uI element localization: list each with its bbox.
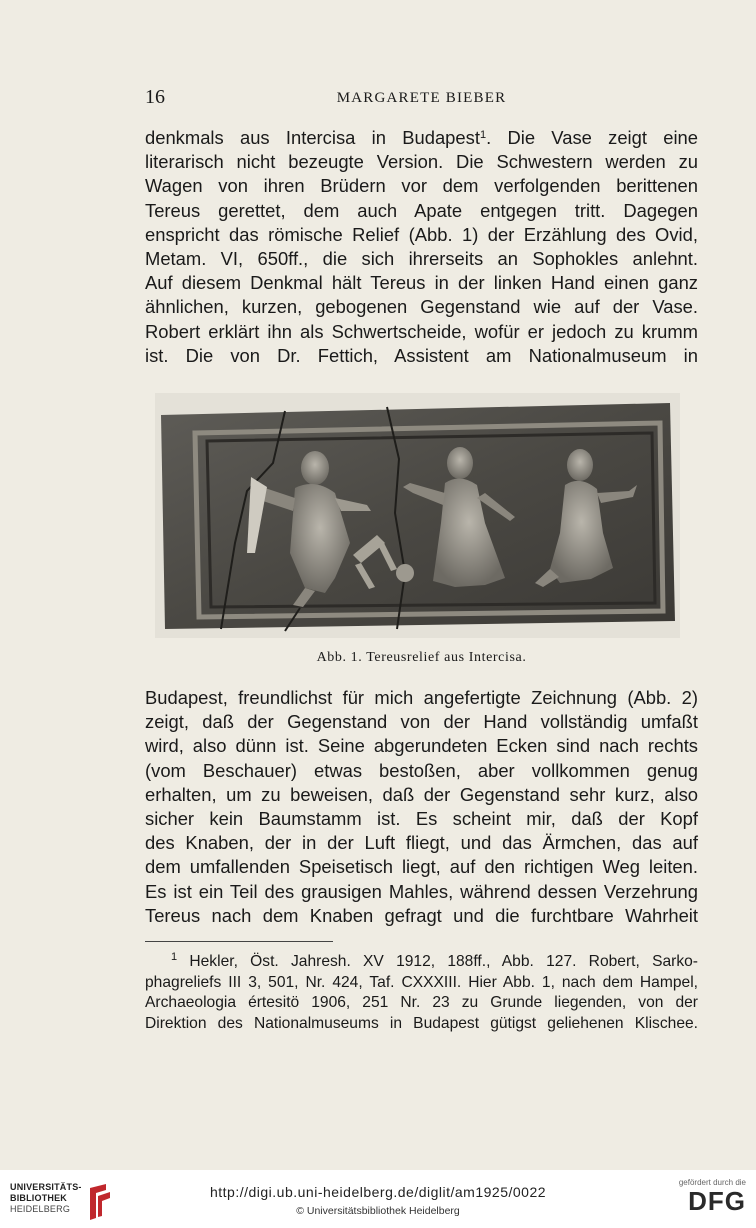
text-line: erhalten, um zu beweisen, daß der Gegenstand sehr kurz, also <box>145 783 698 805</box>
dfg-logo[interactable] <box>646 1178 746 1215</box>
paragraph-2 <box>145 686 698 928</box>
text-line: Wagen von ihren Brüdern vor dem verfolgenden berittenen <box>145 175 698 197</box>
running-head <box>145 86 698 110</box>
footnote-line: Archaeologia értesitö 1906, 251 Nr. 23 zu Grunde liegenden, von der <box>145 994 698 1011</box>
footnotes <box>145 952 698 1034</box>
paragraph-1 <box>145 126 698 368</box>
relief-figure <box>155 393 680 638</box>
text-line: ähnlichen, kurzen, gebogenen Gegenstand wie auf der Vase. <box>145 296 698 318</box>
relief-photograph <box>155 393 680 638</box>
text-line: des Knaben, der in der Luft fliegt, und das Ärmchen, das auf <box>145 832 698 854</box>
text-line: Auf diesem Denkmal hält Tereus in der linken Hand einen ganz <box>145 272 698 294</box>
dfg-wordmark: DFG <box>688 1186 746 1216</box>
footnote-marker: 1 <box>171 951 178 963</box>
text-line: ist. Die von Dr. Fettich, Assistent am Nationalmuseum in <box>145 344 698 366</box>
text-line: Budapest, freundlichst für mich angefertigte Zeichnung (Abb. 2) <box>145 687 698 708</box>
text-line: Tereus nach dem Knaben gefragt und die furchtbare Wahrheit <box>145 904 698 926</box>
running-head-author: MARGARETE BIEBER <box>336 90 507 106</box>
text-line: Metam. VI, 650ff., die sich ihrerseits an Sophokles anlehnt. <box>145 247 698 269</box>
text-line: wird, also dünn ist. Seine abgerundeten Ecken sind nach rechts <box>145 735 698 757</box>
text-line: Es ist ein Teil des grausigen Mahles, während dessen Verzehrung <box>145 880 698 902</box>
footnote-line: $^1$ Hekler, Öst. Jahresh. XV 1912, 188ff., Abb. 127. Robert, Sarko- <box>171 951 698 970</box>
page-number: 16 <box>145 86 165 108</box>
footnote-line: phagreliefs III 3, 501, Nr. 424, Taf. CXXXIII. Hier Abb. 1, nach dem Hampel, <box>145 973 698 991</box>
sponsor-label: gefördert durch die <box>678 1178 746 1187</box>
figure-caption: Abb. 1. Tereusrelief aus Intercisa. <box>316 650 527 665</box>
library-logo[interactable]: UNIVERSITÄTS- BIBLIOTHEK HEIDELBERG <box>10 1182 110 1222</box>
text-line: Robert erklärt ihn als Schwertscheide, wofür er jedoch zu krumm <box>145 320 698 342</box>
text-line: (vom Beschauer) etwas bestoßen, aber vollkommen genug <box>145 759 698 781</box>
text-line: denkmals aus Intercisa in Budapest$^1$. Die Vase zeigt eine <box>145 127 699 148</box>
footnote-divider <box>145 941 333 942</box>
text-line: literarisch nicht bezeugte Version. Die Schwestern werden zu <box>145 151 698 173</box>
footnote-line: Direktion des Nationalmuseums in Budapest gütigst geliehenen Klischee. <box>145 1014 698 1032</box>
text-line: Tereus gerettet, dem auch Apate entgegen tritt. Dagegen <box>145 199 698 221</box>
footnote-ref[interactable]: 1 <box>479 129 487 141</box>
text-line: sicher kein Baumstamm ist. Es scheint mir, daß der Kopf <box>145 807 698 829</box>
text-line: zeigt, daß der Gegenstand von der Hand vollständig umfaßt <box>145 711 698 733</box>
copyright-notice: © Universitätsbibliothek Heidelberg <box>296 1205 460 1217</box>
permalink-url[interactable]: http://digi.ub.uni-heidelberg.de/diglit/am1925/0022 <box>209 1184 547 1200</box>
viewer-footer <box>0 1170 756 1228</box>
text-line: dem umfallenden Speisetisch liegt, auf den richtigen Weg leiten. <box>145 856 698 878</box>
text-line: enspricht das römische Relief (Abb. 1) der Erzählung des Ovid, <box>145 223 698 245</box>
